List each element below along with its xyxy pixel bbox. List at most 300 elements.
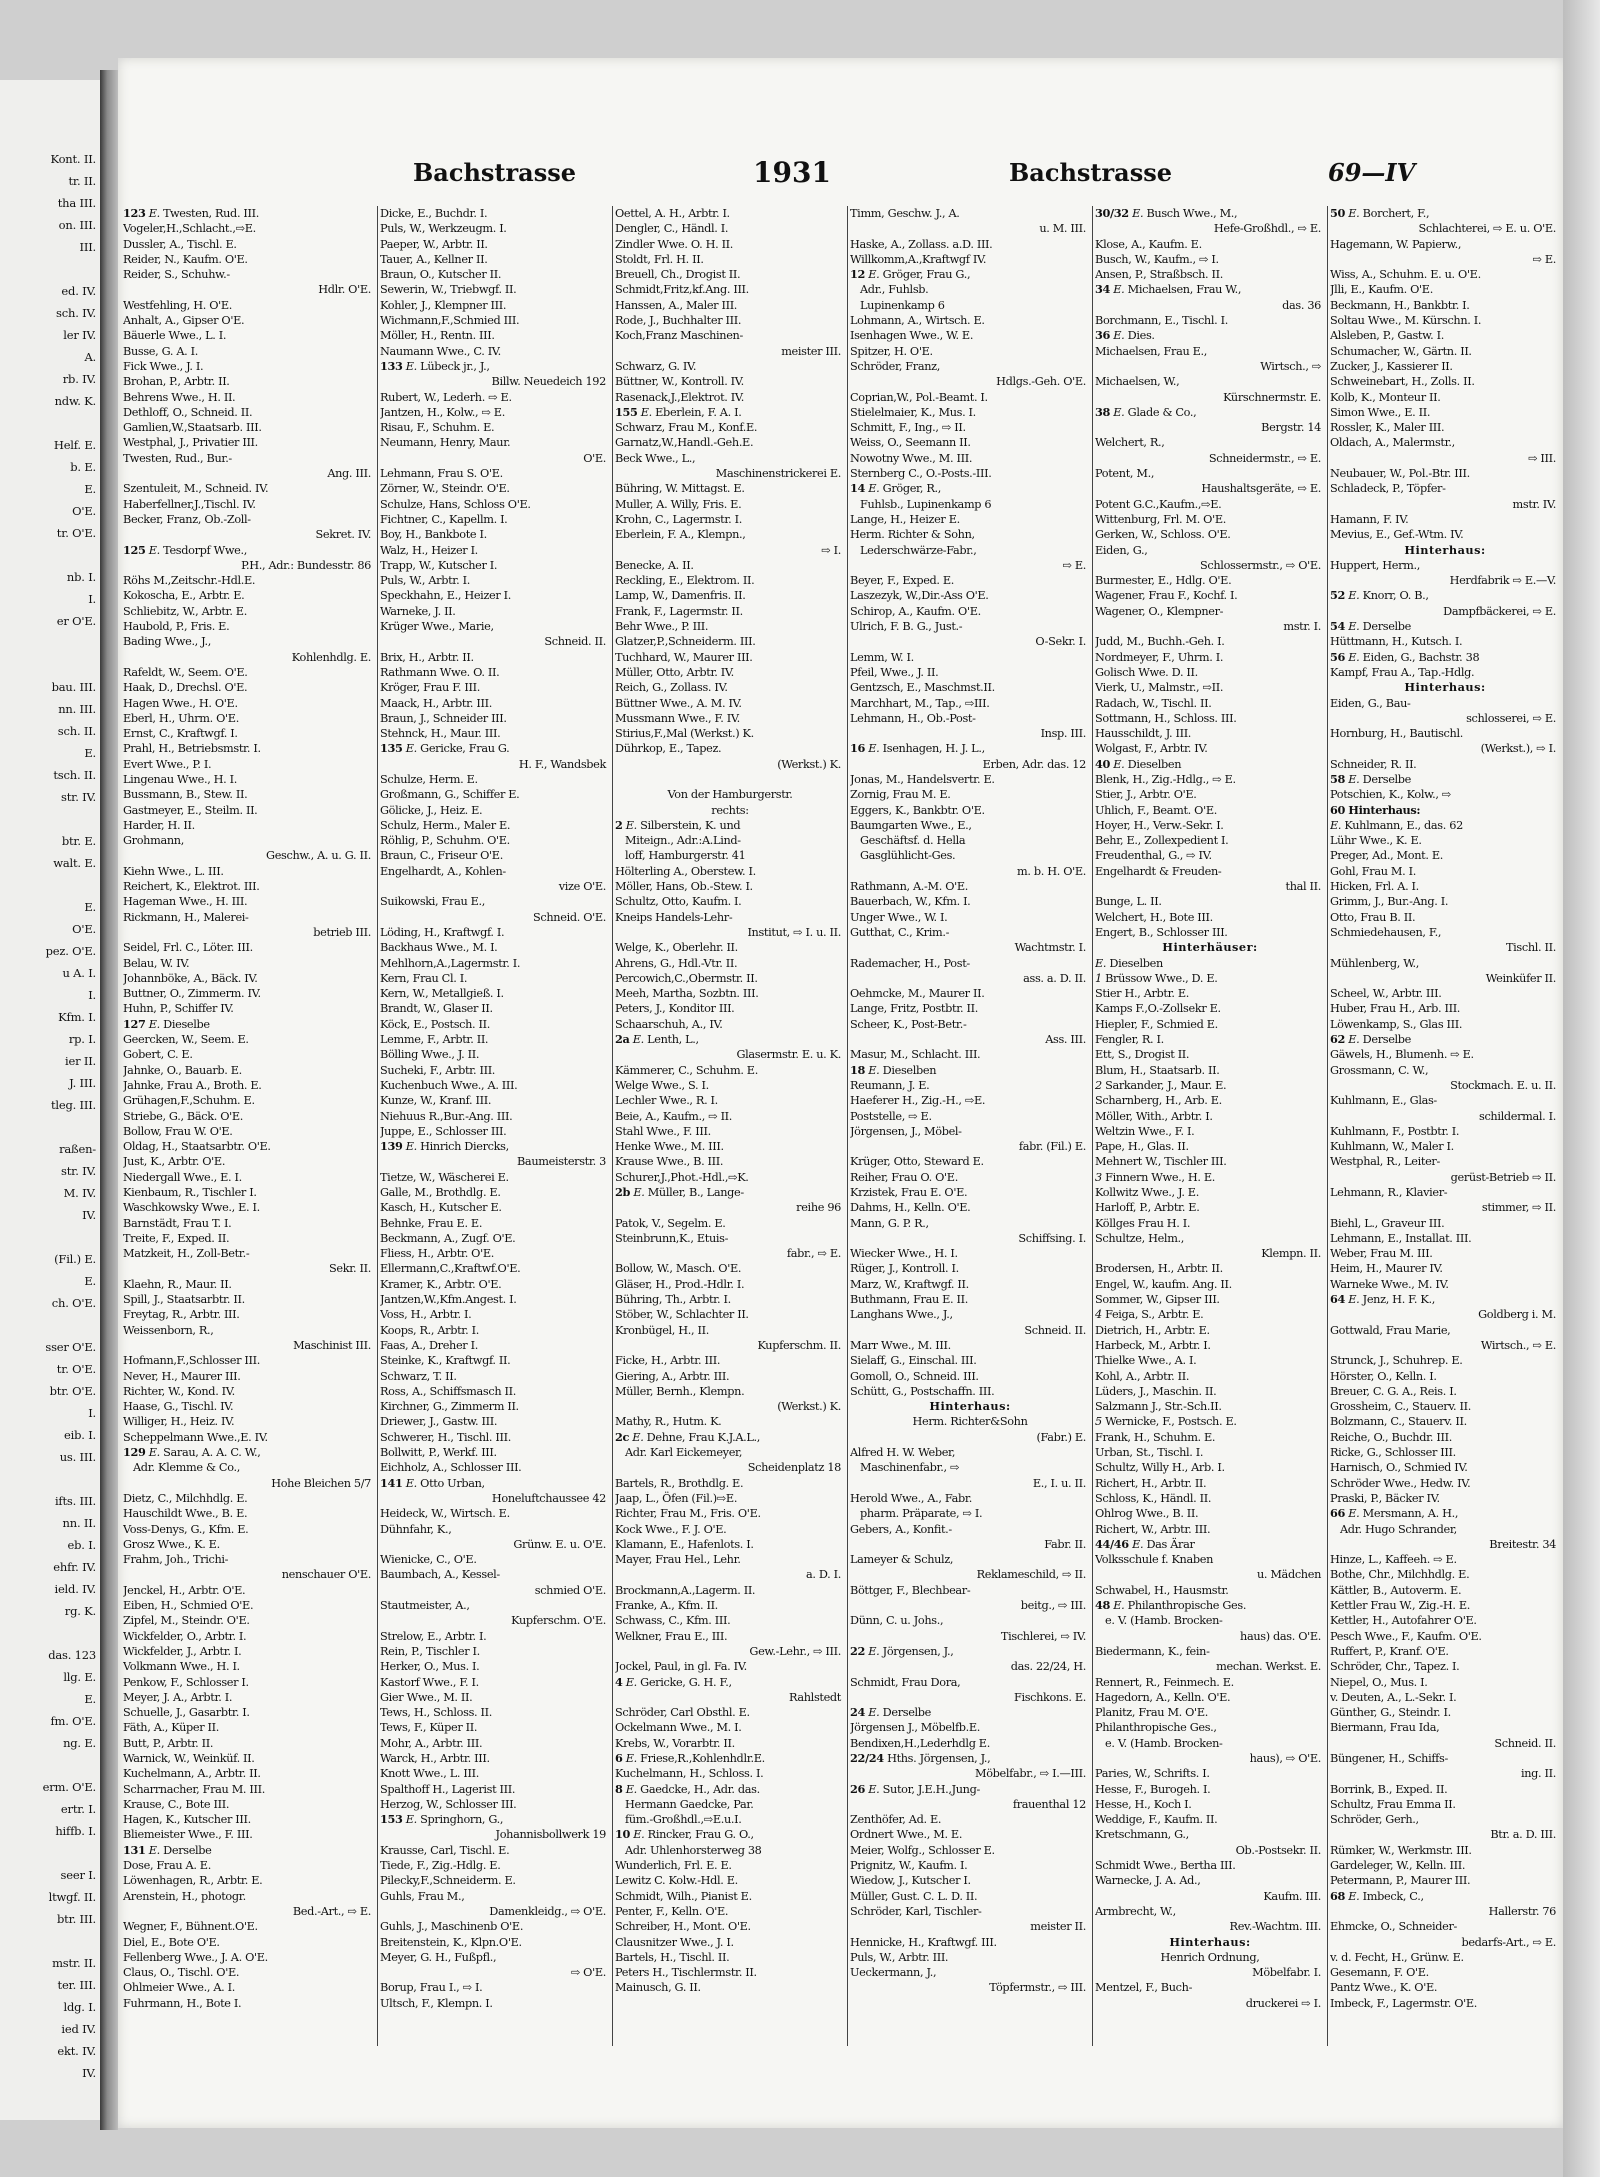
directory-column-6 xyxy=(1330,206,1560,2106)
directory-entry-line: Behr, E., Zollexpedient I. xyxy=(1095,834,1229,848)
directory-entry-line: Freytag, R., Arbtr. III. xyxy=(123,1308,240,1322)
directory-entry-line: Schneid. O'E. xyxy=(533,910,606,924)
directory-entry-line: Kollwitz Wwe., J. E. xyxy=(1095,1186,1199,1199)
directory-entry-line: Kronbügel, H., II. xyxy=(615,1323,709,1337)
directory-entry-line: Pesch Wwe., F., Kaufm. O'E. xyxy=(1330,1629,1482,1643)
directory-entry-line: Schneid. II. xyxy=(1024,1323,1086,1337)
directory-entry-line: Ellermann,C.,Kraftwf.O'E. xyxy=(380,1262,521,1276)
directory-entry-line: Sternberg C., O.-Posts.-III. xyxy=(850,467,992,481)
left-page-fragment: nb. I. xyxy=(66,570,96,584)
directory-entry-line: druckerei ⇨ I. xyxy=(1245,1996,1321,2010)
directory-entry-line: Paries, W., Schrifts. I. xyxy=(1095,1767,1210,1781)
directory-entry-line: 2c E. Dehne, Frau K.J.A.L., xyxy=(615,1429,761,1444)
left-page-fragment: das. 123 xyxy=(48,1648,96,1662)
directory-entry-line: Haeferer H., Zig.-H., ⇨E. xyxy=(850,1094,986,1108)
directory-entry-line: Meyer, J. A., Arbtr. I. xyxy=(123,1690,233,1704)
directory-entry-line: Gew.-Lehr., ⇨ III. xyxy=(749,1644,841,1658)
directory-entry-line: Philanthropische Ges., xyxy=(1095,1721,1217,1735)
directory-entry-line: Möbelfabr., ⇨ I.—III. xyxy=(974,1767,1086,1781)
directory-entry-line: Ahrens, G., Hdl.-Vtr. II. xyxy=(615,956,738,970)
directory-entry-line: Kramer, K., Arbtr. O'E. xyxy=(380,1277,502,1291)
directory-entry-line: Bauerbach, W., Kfm. I. xyxy=(850,895,971,909)
directory-entry-line: Büttner Wwe., A. M. IV. xyxy=(615,696,742,710)
directory-entry-line: Bäuerle Wwe., L. I. xyxy=(123,329,227,343)
directory-entry-line: O'E. xyxy=(583,451,606,465)
directory-entry-line: Scheppelmann Wwe.,E. IV. xyxy=(123,1430,268,1444)
directory-entry-line: Scharnberg, H., Arb. E. xyxy=(1095,1094,1222,1108)
directory-entry-line: Warck, H., Arbtr. III. xyxy=(380,1751,490,1765)
directory-entry-line: Schütt, G., Postschaffn. III. xyxy=(850,1384,995,1398)
directory-column-1 xyxy=(123,206,375,2106)
directory-entry-line: Brodersen, H., Arbtr. II. xyxy=(1095,1262,1223,1276)
directory-entry-line: Eiden, G., xyxy=(1095,543,1148,557)
directory-entry-line: Huhn, P., Schiffer IV. xyxy=(123,1002,234,1016)
left-page-fragment: nn. III. xyxy=(58,702,96,716)
directory-entry-line: Potent, M., xyxy=(1095,467,1155,481)
directory-entry-line: Kasch, H., Kutscher E. xyxy=(380,1201,502,1215)
directory-entry-line: Warneke, J. II. xyxy=(380,604,456,618)
directory-entry-line: Coprian,W., Pol.-Beamt. I. xyxy=(850,390,988,404)
directory-entry-line: Hinterhaus: xyxy=(929,1399,1011,1414)
directory-entry-line: 68 E. Imbeck, C., xyxy=(1330,1888,1424,1903)
left-page-fragment: ng. E. xyxy=(63,1736,96,1750)
directory-entry-line: Rafeldt, W., Seem. O'E. xyxy=(123,665,248,679)
directory-entry-line: Grühagen,F.,Schuhm. E. xyxy=(123,1094,255,1108)
directory-entry-line: Lehmann, Frau S. O'E. xyxy=(380,467,503,481)
directory-entry-line: Henke Wwe., M. III. xyxy=(615,1140,724,1154)
directory-entry-line: Sewerin, W., Triebwgf. II. xyxy=(380,283,517,297)
directory-entry-line: meister III. xyxy=(781,344,841,358)
directory-entry-line: Masur, M., Schlacht. III. xyxy=(850,1048,981,1062)
directory-entry-line: Unger Wwe., W. I. xyxy=(850,910,948,924)
directory-entry-line: Geschäftsf. d. Hella xyxy=(860,834,966,848)
directory-entry-line: Geschw., A. u. G. II. xyxy=(266,849,371,863)
directory-entry-line: Schultz, Frau Emma II. xyxy=(1330,1797,1456,1811)
directory-entry-line: Schröder, Carl Obsthl. E. xyxy=(615,1706,750,1720)
directory-entry-line: Laszezyk, W.,Dir.-Ass O'E. xyxy=(850,589,989,603)
directory-entry-line: 14 E. Gröger, R., xyxy=(850,481,941,496)
directory-entry-line: Reichert, K., Elektrot. III. xyxy=(123,880,260,894)
directory-entry-line: Schulze, Herm. E. xyxy=(380,772,478,786)
directory-entry-line: Insp. III. xyxy=(1040,727,1086,741)
left-page-fragment: I. xyxy=(88,988,96,1002)
directory-entry-line: ing. II. xyxy=(1520,1767,1556,1781)
directory-entry-line: Mussmann Wwe., F. IV. xyxy=(615,711,740,725)
directory-entry-line: Huber, Frau H., Arb. III. xyxy=(1330,1002,1461,1016)
left-page-fragment: btr. E. xyxy=(61,834,96,848)
directory-entry-line: Herdfabrik ⇨ E.—V. xyxy=(1449,574,1556,588)
directory-column-4 xyxy=(850,206,1090,2106)
directory-entry-line: e. V. (Hamb. Brocken- xyxy=(1105,1614,1223,1628)
directory-entry-line: Klaehn, R., Maur. II. xyxy=(123,1277,232,1291)
directory-entry-line: Bollow, W., Masch. O'E. xyxy=(615,1262,742,1276)
directory-entry-line: Schwabel, H., Hausmstr. xyxy=(1095,1583,1229,1597)
directory-entry-line: Biedermann, K., fein- xyxy=(1095,1644,1210,1658)
directory-entry-line: Lange, Fritz, Postbtr. II. xyxy=(850,1002,978,1016)
directory-entry-line: Langhans Wwe., J., xyxy=(850,1308,953,1322)
left-page-fragment: btr. III. xyxy=(56,1912,96,1926)
directory-entry-line: Zenthöfer, Ad. E. xyxy=(850,1813,942,1827)
directory-entry-line: Borrink, B., Exped. II. xyxy=(1330,1782,1448,1796)
directory-entry-line: Hesse, H., Koch I. xyxy=(1095,1797,1192,1811)
directory-entry-line: 3 Finnern Wwe., H. E. xyxy=(1095,1170,1216,1184)
directory-entry-line: Maschinenstrickerei E. xyxy=(715,467,841,481)
directory-entry-line: Mühlenberg, W., xyxy=(1330,956,1419,970)
directory-entry-line: Bollow, Frau W. O'E. xyxy=(123,1124,233,1138)
directory-entry-line: Busse, G. A. I. xyxy=(123,344,198,358)
directory-entry-line: Stielelmaier, K., Mus. I. xyxy=(850,405,976,419)
column-divider xyxy=(1092,206,1093,2046)
directory-entry-line: Frank, H., Schuhm. E. xyxy=(1095,1430,1216,1444)
directory-entry-line: Butt, P., Arbtr. II. xyxy=(123,1736,214,1750)
left-page-fragment: (Fil.) E. xyxy=(54,1252,96,1266)
directory-entry-line: Guhls, Frau M., xyxy=(380,1889,465,1903)
directory-entry-line: Alsleben, P., Gastw. I. xyxy=(1330,329,1444,343)
directory-entry-line: Kröger, Frau F. III. xyxy=(380,681,480,695)
directory-entry-line: Grossmann, C. W., xyxy=(1330,1063,1429,1077)
directory-entry-line: Busch, W., Kaufm., ⇨ I. xyxy=(1095,252,1219,266)
directory-entry-line: Mehlhorn,A.,Lagermstr. I. xyxy=(380,956,521,970)
directory-entry-line: Bendixen,H.,Lederhdlg E. xyxy=(850,1736,990,1750)
directory-entry-line: Schultze, Helm., xyxy=(1095,1231,1185,1245)
directory-entry-line: Lange, H., Heizer E. xyxy=(850,512,960,526)
directory-entry-line: Rein, P., Tischler I. xyxy=(380,1644,480,1658)
directory-entry-line: Stöber, W., Schlachter II. xyxy=(615,1308,749,1322)
directory-entry-line: Welchert, H., Bote III. xyxy=(1095,910,1213,924)
directory-entry-line: Hohe Bleichen 5/7 xyxy=(271,1476,371,1490)
directory-entry-line: Just, K., Arbtr. O'E. xyxy=(123,1155,226,1169)
directory-entry-line: Weinküfer II. xyxy=(1485,971,1556,985)
directory-entry-line: Meyer, G. H., Fußpfl., xyxy=(380,1950,497,1964)
directory-entry-line: Geercken, W., Seem. E. xyxy=(123,1033,249,1047)
directory-entry-line: Brandt, W., Glaser II. xyxy=(380,1002,493,1016)
directory-entry-line: Billw. Neuedeich 192 xyxy=(491,375,606,389)
left-page-fragment: fm. O'E. xyxy=(50,1714,96,1728)
directory-entry-line: Potschien, K., Kolw., ⇨ xyxy=(1330,788,1451,802)
directory-entry-line: Möller, H., Rentn. III. xyxy=(380,329,495,343)
directory-entry-line: Pilecky,F.,Schneiderm. E. xyxy=(380,1874,516,1888)
directory-entry-line: Scheel, W., Arbtr. III. xyxy=(1330,987,1442,1001)
directory-entry-line: P.H., Adr.: Bundesstr. 86 xyxy=(241,558,371,572)
directory-entry-line: Gastmeyer, E., Steilm. II. xyxy=(123,803,258,817)
directory-entry-line: Hesse, F., Burogeh. I. xyxy=(1095,1782,1211,1796)
directory-entry-line: e. V. (Hamb. Brocken- xyxy=(1105,1736,1223,1750)
directory-entry-line: thal II. xyxy=(1285,880,1321,894)
directory-entry-line: Harloff, P., Arbtr. E. xyxy=(1095,1201,1200,1215)
directory-entry-line: Schröder, Gerh., xyxy=(1330,1813,1419,1827)
directory-entry-line: Volksschule f. Knaben xyxy=(1095,1553,1213,1567)
directory-entry-line: a. D. I. xyxy=(805,1568,841,1582)
directory-entry-line: Herm. Richter&Sohn xyxy=(912,1415,1028,1429)
directory-entry-line: Steinke, K., Kraftwgf. II. xyxy=(380,1354,511,1368)
directory-entry-line: Mehnert W., Tischler III. xyxy=(1095,1155,1227,1169)
directory-entry-line: Goldberg i. M. xyxy=(1478,1308,1556,1322)
directory-entry-line: Hagemann, W. Papierw., xyxy=(1330,237,1462,251)
directory-entry-line: Guhls, J., Maschinenb O'E. xyxy=(380,1920,524,1934)
directory-entry-line: Strunck, J., Schuhrep. E. xyxy=(1330,1354,1463,1368)
directory-entry-line: Rasenack,J.,Elektrot. IV. xyxy=(615,390,744,404)
directory-entry-line: Warneke Wwe., M. IV. xyxy=(1330,1277,1449,1291)
left-page-fragment: ertr. I. xyxy=(60,1802,96,1816)
directory-entry-line: Löwenhagen, R., Arbtr. E. xyxy=(123,1874,263,1888)
directory-entry-line: Henrich Ordnung, xyxy=(1160,1950,1260,1964)
directory-entry-line: Beyer, F., Exped. E. xyxy=(850,574,955,588)
directory-entry-line: Grohmann, xyxy=(123,834,184,848)
directory-entry-line: Stahl Wwe., F. III. xyxy=(615,1124,711,1138)
directory-entry-line: Spill, J., Staatsarbtr. II. xyxy=(123,1293,245,1307)
directory-entry-line: Vogeler,H.,Schlacht.,⇨E. xyxy=(123,222,256,236)
directory-entry-line: Borup, Frau I., ⇨ I. xyxy=(380,1981,483,1995)
left-page-fragment: Kfm. I. xyxy=(58,1010,96,1024)
directory-entry-line: Kastorf Wwe., F. I. xyxy=(380,1675,479,1689)
directory-entry-line: ⇨ E. xyxy=(1532,252,1556,266)
directory-entry-line: Kuhlmann, F., Postbtr. I. xyxy=(1330,1124,1460,1138)
directory-entry-line: (Fabr.) E. xyxy=(1036,1430,1086,1444)
directory-entry-line: Brix, H., Arbtr. II. xyxy=(380,650,474,664)
directory-entry-line: Poststelle, ⇨ E. xyxy=(850,1109,932,1123)
directory-entry-line: Steinbrunn,K., Etuis- xyxy=(615,1231,729,1245)
directory-entry-line: Honeluftchaussee 42 xyxy=(491,1491,606,1505)
directory-entry-line: Bussmann, B., Stew. II. xyxy=(123,788,248,802)
directory-entry-line: Alfred H. W. Weber, xyxy=(850,1446,956,1460)
directory-entry-line: Gamlien,W.,Staatsarb. III. xyxy=(123,421,262,435)
directory-entry-line: Hölterling A., Oberstew. I. xyxy=(615,864,756,878)
book-gutter xyxy=(100,70,118,2130)
directory-entry-line: Spitzer, H. O'E. xyxy=(850,344,933,358)
directory-entry-line: Mathy, R., Hutm. K. xyxy=(615,1415,722,1429)
directory-entry-line: Hagedorn, A., Kelln. O'E. xyxy=(1095,1690,1231,1704)
directory-entry-line: 36 E. Dies. xyxy=(1095,328,1155,343)
directory-entry-line: Stehnck, H., Maur. III. xyxy=(380,727,501,741)
directory-entry-line: Puls, W., Arbtr. I. xyxy=(380,574,470,588)
directory-entry-line: Kättler, B., Autoverm. E. xyxy=(1330,1583,1462,1597)
directory-entry-line: Behr Wwe., P. III. xyxy=(615,620,709,634)
left-page-fragment: on. III. xyxy=(58,218,96,232)
directory-entry-line: Franke, A., Kfm. II. xyxy=(615,1599,718,1613)
left-page-fragment: llg. E. xyxy=(63,1670,96,1684)
directory-entry-line: 123 E. Twesten, Rud. III. xyxy=(123,206,260,220)
directory-entry-line: Ohlmeier Wwe., A. I. xyxy=(123,1981,235,1995)
directory-entry-line: 30/32 E. Busch Wwe., M., xyxy=(1095,206,1238,220)
directory-entry-line: Williger, H., Heiz. IV. xyxy=(123,1415,235,1429)
directory-entry-line: Armbrecht, W., xyxy=(1095,1904,1176,1918)
directory-entry-line: Engelhardt, A., Kohlen- xyxy=(380,864,506,878)
directory-entry-line: 38 E. Glade & Co., xyxy=(1095,404,1197,419)
directory-entry-line: Herker, O., Mus. I. xyxy=(380,1660,480,1674)
directory-entry-line: Zucker, J., Kassierer II. xyxy=(1330,359,1453,373)
directory-entry-line: Heim, H., Maurer IV. xyxy=(1330,1262,1443,1276)
directory-entry-line: Glasermstr. E. u. K. xyxy=(736,1048,841,1062)
directory-entry-line: Lechler Wwe., R. I. xyxy=(615,1094,718,1108)
directory-entry-line: (Werkst.), ⇨ I. xyxy=(1480,742,1556,756)
directory-entry-line: Welge, K., Oberlehr. II. xyxy=(615,941,738,955)
directory-entry-line: 22 E. Jörgensen, J., xyxy=(850,1643,954,1658)
directory-entry-line: Oettel, A. H., Arbtr. I. xyxy=(615,207,730,220)
directory-entry-line: Biehl, L., Graveur III. xyxy=(1330,1216,1445,1230)
directory-entry-line: Maschinenfabr., ⇨ xyxy=(860,1461,960,1475)
directory-entry-line: Kirchner, G., Zimmerm II. xyxy=(380,1400,519,1414)
directory-entry-line: Herold Wwe., A., Fabr. xyxy=(850,1491,972,1505)
directory-entry-line: 8 E. Gaedcke, H., Adr. das. xyxy=(615,1781,760,1796)
directory-entry-line: Schlachterei, ⇨ E. u. O'E. xyxy=(1418,222,1556,236)
directory-entry-line: 58 E. Derselbe xyxy=(1330,771,1412,786)
directory-entry-line: Neumann, Henry, Maur. xyxy=(380,436,511,450)
directory-entry-line: Dethloff, O., Schneid. II. xyxy=(123,405,253,419)
directory-entry-line: Dampfbäckerei, ⇨ E. xyxy=(1443,604,1556,618)
directory-entry-line: Fengler, R. I. xyxy=(1095,1033,1164,1047)
directory-entry-line: Ockelmann Wwe., M. I. xyxy=(615,1721,742,1735)
directory-entry-line: Hennicke, H., Kraftwgf. III. xyxy=(850,1935,997,1949)
directory-entry-line: Wickfelder, J., Arbtr. I. xyxy=(123,1644,242,1658)
directory-entry-line: haus) das. O'E. xyxy=(1240,1629,1321,1643)
directory-entry-line: Bergstr. 14 xyxy=(1261,421,1321,435)
directory-entry-line: Tews, H., Schloss. II. xyxy=(380,1706,492,1720)
directory-entry-line: loff, Hamburgerstr. 41 xyxy=(625,849,746,863)
directory-entry-line: Bühring, Th., Arbtr. I. xyxy=(615,1293,731,1307)
directory-entry-line: Tischl. II. xyxy=(1505,941,1556,955)
directory-entry-line: Lehmann, R., Klavier- xyxy=(1330,1186,1448,1199)
directory-entry-line: 4 Feiga, S., Arbtr. E. xyxy=(1095,1308,1204,1322)
directory-entry-line: 18 E. Dieselben xyxy=(850,1062,937,1077)
directory-entry-line: gerüst-Betrieb ⇨ II. xyxy=(1450,1170,1556,1184)
directory-entry-line: Dührkop, E., Tapez. xyxy=(615,742,722,756)
directory-entry-line: Hdlgs.-Geh. O'E. xyxy=(996,375,1086,389)
directory-entry-line: Kern, W., Metallgieß. I. xyxy=(380,987,504,1001)
directory-entry-line: v. Deuten, A., L.-Sekr. I. xyxy=(1330,1690,1457,1704)
directory-entry-line: Dicke, E., Buchdr. I. xyxy=(380,207,488,220)
directory-entry-line: Wickfelder, O., Arbtr. I. xyxy=(123,1629,247,1643)
directory-entry-line: Baumeisterstr. 3 xyxy=(516,1155,606,1169)
directory-entry-line: Bühring, W. Mittagst. E. xyxy=(615,482,745,496)
directory-entry-line: Büttner, W., Kontroll. IV. xyxy=(615,375,744,389)
directory-entry-line: Ordnert Wwe., M. E. xyxy=(850,1828,963,1842)
directory-entry-line: Schuelle, J., Gasarbtr. I. xyxy=(123,1706,250,1720)
left-page-fragment: ied IV. xyxy=(61,2022,96,2036)
directory-entry-line: Maack, H., Arbtr. III. xyxy=(380,696,492,710)
directory-entry-line: Percowich,C.,Obermstr. II. xyxy=(615,971,758,985)
directory-entry-line: Schwerer, H., Tischl. III. xyxy=(380,1430,511,1444)
directory-entry-line: 56 E. Eiden, G., Bachstr. 38 xyxy=(1330,649,1480,664)
directory-entry-line: Speckhahn, E., Heizer I. xyxy=(380,589,512,603)
directory-entry-line: Warnick, W., Weinküf. II. xyxy=(123,1751,255,1765)
left-page-fragment: rb. IV. xyxy=(62,372,96,386)
directory-entry-line: (Werkst.) K. xyxy=(777,757,841,771)
directory-entry-line: Schmidt, Frau Dora, xyxy=(850,1675,961,1689)
directory-entry-line: 141 E. Otto Urban, xyxy=(380,1475,485,1490)
directory-entry-line: ⇨ E. xyxy=(1062,558,1086,572)
left-page-fragment: I. xyxy=(88,592,96,606)
left-page-fragment: tr. O'E. xyxy=(56,1362,96,1376)
directory-entry-line: Breuer, C. G. A., Reis. I. xyxy=(1330,1384,1457,1398)
directory-entry-line: Böttger, F., Blechbear- xyxy=(850,1583,971,1597)
directory-entry-line: Blenk, H., Zig.-Hdlg., ⇨ E. xyxy=(1095,772,1236,786)
directory-entry-line: 2a E. Lenth, L., xyxy=(615,1032,699,1047)
directory-entry-line: Pfeil, Wwe., J. II. xyxy=(850,665,939,679)
directory-entry-line: 10 E. Rincker, Frau G. O., xyxy=(615,1827,754,1842)
directory-entry-line: Schultz, Otto, Kaufm. I. xyxy=(615,895,742,909)
directory-entry-line: Potent G.C.,Kaufm.,⇨E. xyxy=(1095,497,1222,511)
directory-entry-line: Striebe, G., Bäck. O'E. xyxy=(123,1109,244,1123)
directory-entry-line: Kettler Frau W., Zig.-H. E. xyxy=(1330,1599,1470,1613)
directory-entry-line: Neubauer, W., Pol.-Btr. III. xyxy=(1330,467,1470,481)
directory-entry-line: Lupinenkamp 6 xyxy=(860,298,945,312)
left-page-fragment: pez. O'E. xyxy=(45,944,96,958)
directory-entry-line: Schultz, Willy H., Arb. I. xyxy=(1095,1461,1225,1475)
directory-entry-line: Gesemann, F. O'E. xyxy=(1330,1966,1429,1980)
directory-entry-line: 16 E. Isenhagen, H. J. L., xyxy=(850,741,985,756)
directory-entry-line: Hdlr. O'E. xyxy=(318,283,371,297)
directory-entry-line: Behnke, Frau E. E. xyxy=(380,1216,483,1230)
directory-entry-line: Haubold, P., Fris. E. xyxy=(123,620,230,634)
left-page-fragment: tha III. xyxy=(57,196,96,210)
directory-entry-line: Kiehn Wwe., L. III. xyxy=(123,864,224,878)
directory-entry-line: fabr., ⇨ E. xyxy=(786,1247,841,1261)
directory-entry-line: Schwarz, G. IV. xyxy=(615,359,697,373)
directory-entry-line: Stier, J., Arbtr. O'E. xyxy=(1095,788,1197,802)
directory-entry-line: Niedergall Wwe., E. I. xyxy=(123,1170,242,1184)
directory-entry-line: Kienbaum, R., Tischler I. xyxy=(123,1186,257,1199)
directory-entry-line: Klamann, E., Hafenlots. I. xyxy=(615,1537,754,1551)
directory-entry-line: Harnisch, O., Schmied IV. xyxy=(1330,1461,1468,1475)
directory-entry-line: Krause Wwe., B. III. xyxy=(615,1155,724,1169)
directory-entry-line: Reider, N., Kaufm. O'E. xyxy=(123,252,248,266)
directory-entry-line: Grossheim, C., Stauerv. II. xyxy=(1330,1400,1471,1414)
directory-entry-line: Meier, Wolfg., Schlosser E. xyxy=(850,1843,995,1857)
directory-entry-line: stimmer, ⇨ II. xyxy=(1481,1201,1556,1215)
directory-entry-line: Bolzmann, C., Stauerv. II. xyxy=(1330,1415,1467,1429)
directory-entry-line: Stier H., Arbtr. E. xyxy=(1095,987,1190,1001)
directory-entry-line: Kampf, Frau A., Tap.-Hdlg. xyxy=(1330,665,1475,679)
directory-entry-line: Reider, S., Schuhw.- xyxy=(123,268,230,282)
directory-entry-line: Rev.-Wachtm. III. xyxy=(1229,1920,1321,1934)
directory-entry-line: Westphal, R., Leiter- xyxy=(1330,1155,1440,1169)
directory-entry-line: Claus, O., Tischl. O'E. xyxy=(123,1966,240,1980)
directory-entry-line: Wagener, Frau F., Kochf. I. xyxy=(1095,589,1238,603)
directory-entry-line: 12 E. Gröger, Frau G., xyxy=(850,267,971,282)
directory-entry-line: Hagen Wwe., H. O'E. xyxy=(123,696,238,710)
directory-entry-line: Naumann Wwe., C. IV. xyxy=(380,344,501,358)
directory-entry-line: das. 22/24, H. xyxy=(1010,1660,1086,1674)
directory-entry-line: Kürschnermstr. E. xyxy=(1223,390,1321,404)
directory-entry-line: Kuhlmann, E., Glas- xyxy=(1330,1094,1437,1108)
directory-entry-line: Fuhlsb., Lupinenkamp 6 xyxy=(860,497,992,511)
left-page-fragment: I. xyxy=(88,1406,96,1420)
left-page-fragment: eib. I. xyxy=(64,1428,96,1442)
left-page-fragment: tr. II. xyxy=(68,174,96,188)
directory-entry-line: Dussler, A., Tischl. E. xyxy=(123,237,237,251)
directory-entry-line: Rathmann Wwe. O. II. xyxy=(380,665,500,679)
directory-entry-line: Paeper, W., Arbtr. II. xyxy=(380,237,488,251)
directory-entry-line: Gölicke, J., Heiz. E. xyxy=(380,803,483,817)
directory-entry-line: Harbeck, M., Arbtr. I. xyxy=(1095,1338,1211,1352)
directory-entry-line: Hiepler, F., Schmied E. xyxy=(1095,1017,1218,1031)
left-page-fragment: E. xyxy=(84,1692,96,1706)
directory-column-3 xyxy=(615,206,845,2106)
directory-entry-line: Schmidt Wwe., Bertha III. xyxy=(1095,1859,1236,1873)
directory-entry-line: Beck Wwe., L., xyxy=(615,451,696,465)
column-divider xyxy=(1327,206,1328,2046)
directory-entry-line: Schliebitz, W., Arbtr. E. xyxy=(123,604,247,618)
left-page-fragment: E. xyxy=(84,900,96,914)
directory-entry-line: 54 E. Derselbe xyxy=(1330,619,1412,634)
left-page-fragment: A. xyxy=(84,350,96,364)
directory-entry-line: fabr. (Fil.) E. xyxy=(1018,1140,1086,1154)
directory-entry-line: Kohl, A., Arbtr. II. xyxy=(1095,1369,1190,1383)
directory-entry-line: Welkner, Frau E., III. xyxy=(615,1629,728,1643)
left-page-fragment: ield. IV. xyxy=(54,1582,96,1596)
directory-entry-line: Schiffsing. I. xyxy=(1018,1231,1086,1245)
directory-entry-line: E. Dieselben xyxy=(1095,956,1163,970)
